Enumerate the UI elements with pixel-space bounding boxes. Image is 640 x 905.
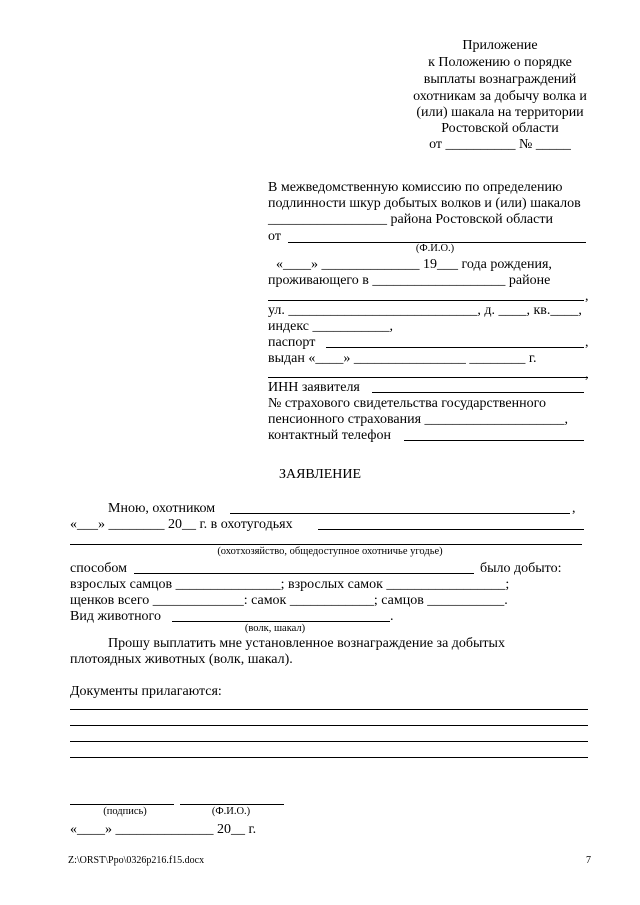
address-blank-line bbox=[268, 300, 584, 301]
obtained-label: было добыто: bbox=[480, 561, 562, 576]
passport-label: паспорт bbox=[268, 335, 316, 350]
postal-index-line: индекс ___________, bbox=[268, 319, 393, 334]
hunt-area-caption: (охотхозяйство, общедоступное охотничье угодье) bbox=[217, 546, 443, 557]
appendix-line-4: охотникам за добычу волка и bbox=[413, 89, 587, 104]
method-blank-line bbox=[134, 573, 474, 574]
street-line: ул. ___________________________, д. ____, кв.____, bbox=[268, 303, 582, 318]
appendix-date-number: от __________ № _____ bbox=[429, 137, 571, 152]
appendix-line-6: Ростовской области bbox=[441, 121, 559, 136]
documents-label: Документы прилагаются: bbox=[70, 684, 222, 699]
appendix-line-2: к Положению о порядке bbox=[428, 55, 572, 70]
insurance-line-1: № страхового свидетельства государственного bbox=[268, 396, 546, 411]
request-line-1: Прошу выплатить мне установленное вознаграждение за добытых bbox=[108, 636, 505, 651]
hunt-date-line: «___» ________ 20__ г. в охотугодьях bbox=[70, 517, 293, 532]
residence-line: проживающего в ___________________ районе bbox=[268, 273, 551, 288]
hunter-label: Мною, охотником bbox=[108, 501, 216, 516]
signature-fio-caption: (Ф.И.О.) bbox=[211, 806, 251, 817]
inn-blank-line bbox=[372, 392, 584, 393]
issued-comma: , bbox=[585, 367, 589, 382]
hunter-comma: , bbox=[572, 501, 576, 516]
addressee-line-2: подлинности шкур добытых волков и (или) шакалов bbox=[268, 196, 581, 211]
issued-line: выдан «____» ________________ ________ г. bbox=[268, 351, 537, 366]
passport-blank-line bbox=[326, 347, 584, 348]
page-number: 7 bbox=[586, 855, 591, 866]
adult-counts-line: взрослых самцов _______________; взрослых самок _________________; bbox=[70, 577, 510, 592]
hunt-area-blank-line bbox=[318, 529, 584, 530]
addressee-from-label: от bbox=[268, 229, 281, 244]
fio-caption: (Ф.И.О.) bbox=[415, 243, 455, 254]
species-label: Вид животного bbox=[70, 609, 161, 624]
footer-file-path: Z:\ORST\Ppo\0326p216.f15.docx bbox=[68, 855, 205, 866]
hunt-area-blank-line-2 bbox=[70, 544, 582, 545]
species-blank-line bbox=[172, 621, 390, 622]
signature-caption: (подпись) bbox=[103, 806, 147, 817]
insurance-line-2: пенсионного страхования ____________________, bbox=[268, 412, 569, 427]
signature-fio-line bbox=[180, 804, 284, 805]
issued-blank-line bbox=[268, 377, 588, 378]
appendix-line-1: Приложение bbox=[462, 38, 538, 53]
address-comma: , bbox=[585, 289, 589, 304]
species-caption: (волк, шакал) bbox=[244, 623, 306, 634]
appendix-line-5: (или) шакала на территории bbox=[416, 105, 584, 120]
species-period: . bbox=[390, 609, 394, 624]
inn-label: ИНН заявителя bbox=[268, 380, 360, 395]
phone-label: контактный телефон bbox=[268, 428, 391, 443]
pup-counts-line: щенков всего _____________: самок ____________; самцов ___________. bbox=[70, 593, 508, 608]
phone-blank-line bbox=[404, 440, 584, 441]
addressee-line-1: В межведомственную комиссию по определению bbox=[268, 180, 563, 195]
signature-line bbox=[70, 804, 174, 805]
method-label: способом bbox=[70, 561, 127, 576]
hunter-blank-line bbox=[230, 513, 570, 514]
documents-line-2 bbox=[70, 725, 588, 726]
document-title: ЗАЯВЛЕНИЕ bbox=[278, 467, 362, 482]
birth-date-line: «____» ______________ 19___ года рождения, bbox=[276, 257, 552, 272]
signature-date: «____» ______________ 20__ г. bbox=[70, 822, 257, 837]
request-line-2: плотоядных животных (волк, шакал). bbox=[70, 652, 293, 667]
appendix-line-3: выплаты вознаграждений bbox=[423, 72, 577, 87]
addressee-district: _________________ района Ростовской области bbox=[268, 212, 553, 227]
documents-line-1 bbox=[70, 709, 588, 710]
passport-comma: , bbox=[585, 335, 589, 350]
documents-line-4 bbox=[70, 757, 588, 758]
documents-line-3 bbox=[70, 741, 588, 742]
